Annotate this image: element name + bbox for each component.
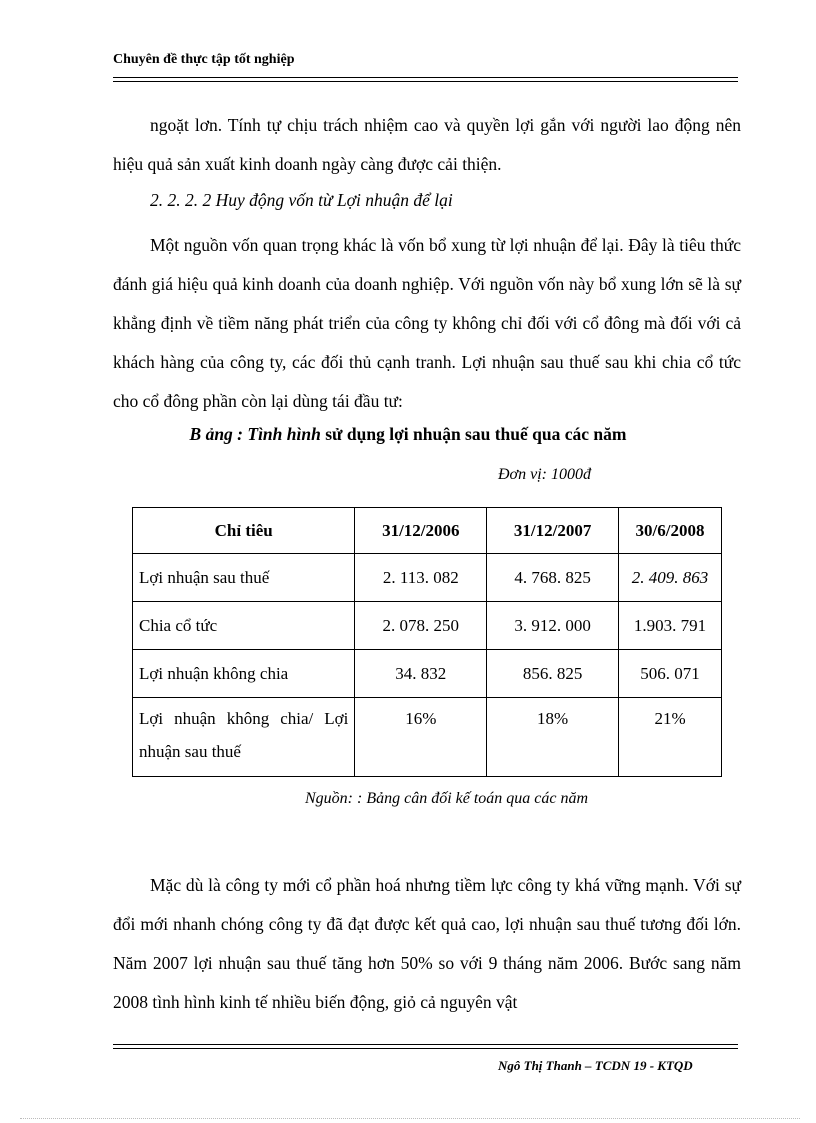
table-caption-rest: sử dụng lợi nhuận sau thuế qua các năm [320, 424, 627, 444]
row-label: Chia cổ tức [133, 602, 355, 650]
table-caption-prefix: B ảng : Tình hình [189, 424, 321, 444]
row-label: Lợi nhuận không chia [133, 650, 355, 698]
table-cell: 18% [487, 698, 619, 777]
table-row [133, 602, 722, 650]
page-header-title: Chuyên đề thực tập tốt nghiệp [113, 52, 295, 67]
table-cell: 856. 825 [487, 650, 619, 698]
table-unit: Đơn vị: 1000đ [498, 466, 591, 483]
table-cell: 21% [619, 698, 722, 777]
table-cell: 3. 912. 000 [487, 602, 619, 650]
paragraph-1: ngoặt lơn. Tính tự chịu trách nhiệm cao và quyền lợi gắn với người lao động nên hiệu quả sản xuất kinh doanh ngày càng được cải thiện. [113, 115, 741, 174]
col-header-2007: 31/12/2007 [487, 508, 619, 554]
row-label: Lợi nhuận sau thuế [133, 554, 355, 602]
table-cell: 34. 832 [355, 650, 487, 698]
row-label: Lợi nhuận không chia/ Lợi nhuận sau thuế [133, 698, 355, 777]
table-cell: 506. 071 [619, 650, 722, 698]
table-cell: 4. 768. 825 [487, 554, 619, 602]
header-rule [113, 77, 738, 82]
section-subheading: 2. 2. 2. 2 Huy động vốn từ Lợi nhuận để lại [150, 190, 453, 210]
table-cell: 16% [355, 698, 487, 777]
col-header-2006: 31/12/2006 [355, 508, 487, 554]
col-header-indicator: Chỉ tiêu [133, 508, 355, 554]
profit-table [132, 507, 722, 777]
table-cell: 2. 409. 863 [619, 554, 722, 602]
table-row [133, 554, 722, 602]
table-row [133, 650, 722, 698]
paragraph-3: Mặc dù là công ty mới cổ phần hoá nhưng tiềm lực công ty khá vững mạnh. Với sự đổi mới nhanh chóng công ty đã đạt được kết quả cao, lợi nhuận sau thuế tương đối lớn. Năm 2007 lợi nhuận sau thuế tăng hơn 50% so với 9 tháng năm 2006. Bước sang năm 2008 tình hình kinh tế nhiều biến động, giỏ cả nguyên vật [113, 875, 741, 1012]
table-cell: 2. 113. 082 [355, 554, 487, 602]
table-header-row [133, 508, 722, 554]
page-bottom-dotted [20, 1118, 800, 1119]
table-source: Nguồn: : Bảng cân đối kế toán qua các năm [305, 790, 589, 807]
paragraph-2: Một nguồn vốn quan trọng khác là vốn bổ xung từ lợi nhuận để lại. Đây là tiêu thức đánh giá hiệu quả kinh doanh của doanh nghiệp. Với nguồn vốn này bổ xung lớn sẽ là sự khẳng định về tiềm năng phát triển của công ty không chỉ đối với cổ đông mà đối với cả khách hàng của công ty, các đối thủ cạnh tranh. Lợi nhuận sau thuế sau khi chia cổ tức cho cổ đông phần còn lại dùng tái đầu tư: [113, 235, 741, 411]
table-cell: 2. 078. 250 [355, 602, 487, 650]
table-cell: 1.903. 791 [619, 602, 722, 650]
table-row [133, 698, 722, 777]
footer-rule [113, 1044, 738, 1049]
page-footer: Ngô Thị Thanh – TCDN 19 - KTQD [498, 1058, 693, 1073]
table-caption [0, 424, 816, 445]
col-header-2008: 30/6/2008 [619, 508, 722, 554]
